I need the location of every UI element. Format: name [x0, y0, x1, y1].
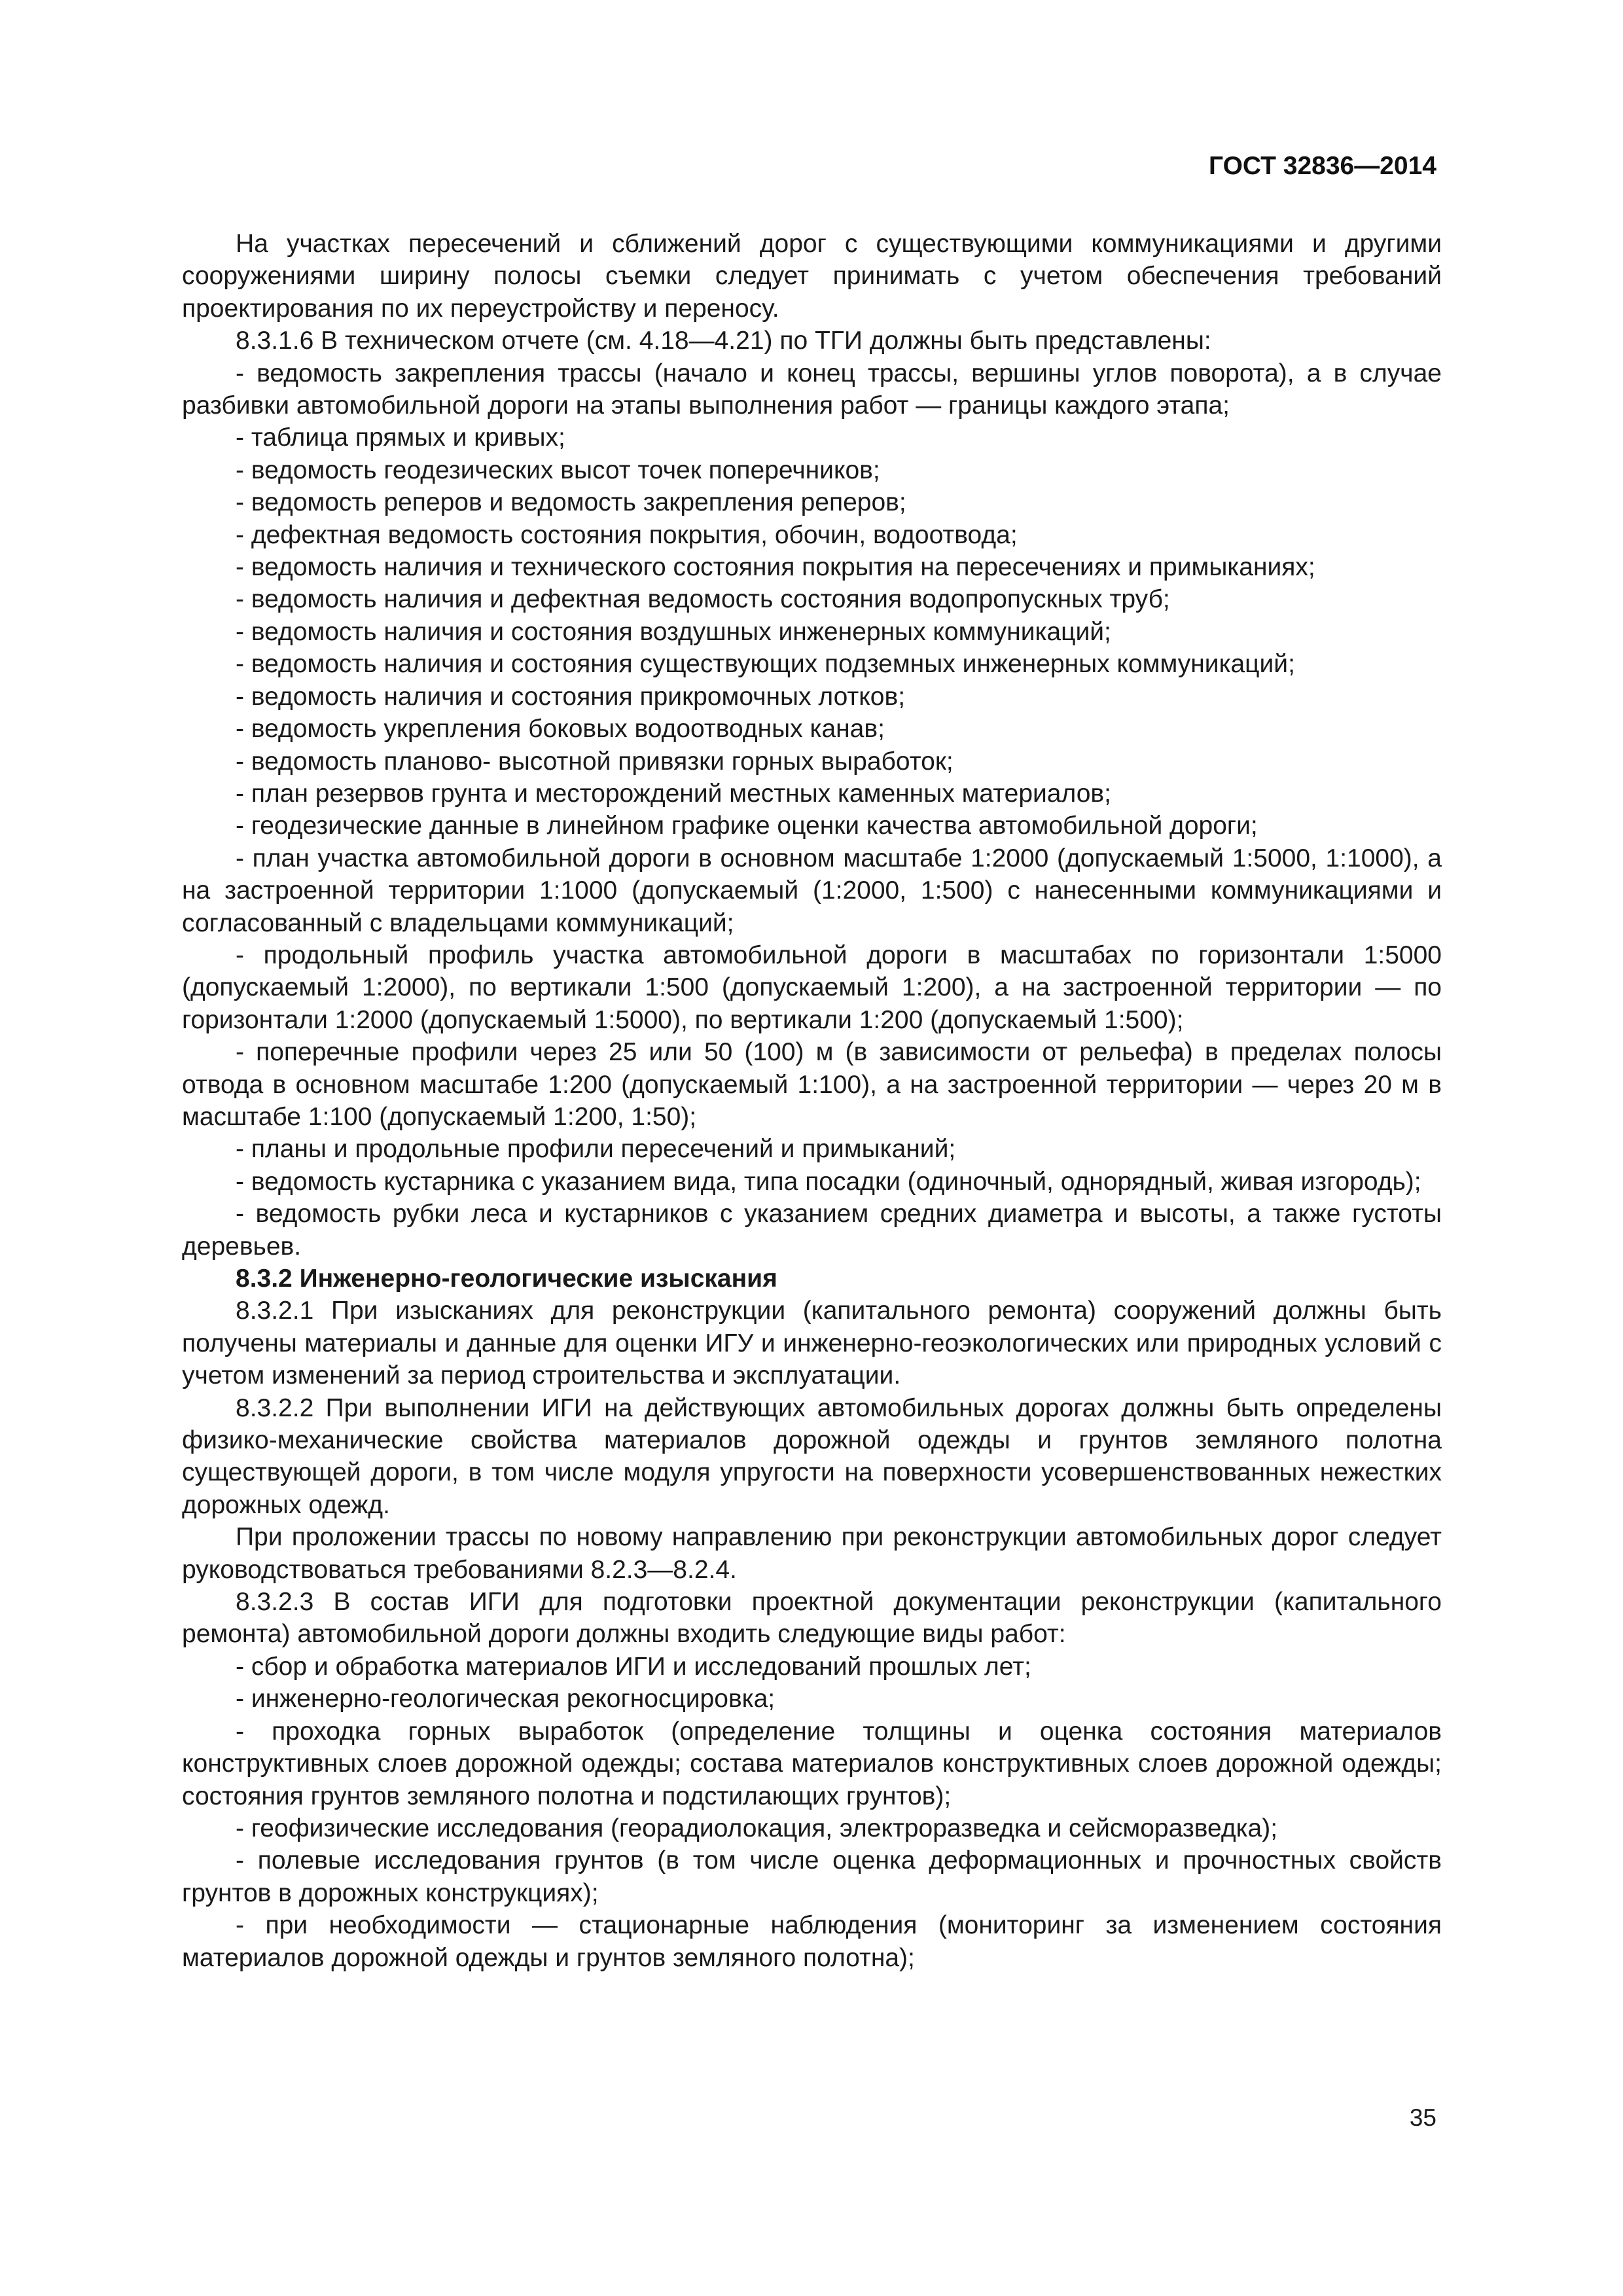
list-item: - ведомость наличия и состояния воздушных инженерных коммуникаций; [236, 617, 1111, 646]
list-item: - дефектная ведомость состояния покрытия, обочин, водоотвода; [236, 520, 1018, 549]
list-item: - ведомость наличия и дефектная ведомость состояния водопропускных труб; [236, 585, 1170, 614]
list-item: - ведомость наличия и состояния прикромочных лотков; [236, 682, 906, 711]
paragraph: 8.3.2.1 При изысканиях для реконструкции (капитального ремонта) сооружений должны быть получены материалы и данные для оценки ИГУ и инженерно-геоэкологических или природных условий с учетом изменений за период строительства и эксплуатации. [182, 1297, 1442, 1390]
document-body [182, 228, 1442, 1974]
list-item: - полевые исследования грунтов (в том числе оценка деформационных и прочностных свойств грунтов в дорожных конструкциях); [182, 1846, 1442, 1907]
list-item: - геофизические исследования (георадиолокация, электроразведка и сейсморазведка); [236, 1814, 1278, 1842]
paragraph: 8.3.2.2 При выполнении ИГИ на действующих автомобильных дорогах должны быть определены физико-механические свойства материалов дорожной одежды и грунтов земляного полотна существующей дороги, в том числе модуля упругости на поверхности усовершенствованных нежестких дорожных одежд. [182, 1393, 1442, 1519]
list-item: - геодезические данные в линейном графике оценки качества автомобильной дороги; [236, 812, 1258, 840]
list-item: - ведомость кустарника с указанием вида, типа посадки (одиночный, однорядный, живая изгородь); [236, 1167, 1421, 1196]
list-item: - продольный профиль участка автомобильной дороги в масштабах по горизонтали 1:5000 (допускаемый 1:2000), по вертикали 1:500 (допускаемый 1:200), а на застроенной территории — по горизонтали 1:2000 (допускаемый 1:5000), по вертикали 1:200 (допускаемый 1:500); [182, 941, 1442, 1034]
list-item: - ведомость наличия и состояния существующих подземных инженерных коммуникаций; [236, 650, 1295, 679]
list-item: - ведомость закрепления трассы (начало и конец трассы, вершины углов поворота), а в случае разбивки автомобильной дороги на этапы выполнения работ — границы каждого этапа; [182, 359, 1442, 420]
list-item: - план резервов грунта и месторождений местных каменных материалов; [236, 779, 1111, 808]
list-item: - план участка автомобильной дороги в основном масштабе 1:2000 (допускаемый 1:5000, 1:1000), а на застроенной территории 1:1000 (допускаемый (1:2000, 1:500) с нанесенными коммуникациями и согласованный с владельцами коммуникаций; [182, 844, 1442, 937]
list-item: - ведомость реперов и ведомость закрепления реперов; [236, 488, 906, 517]
page-number: 35 [1409, 2104, 1436, 2131]
list-item: - ведомость геодезических высот точек поперечников; [236, 456, 880, 484]
list-item: - поперечные профили через 25 или 50 (100) м (в зависимости от рельефа) в пределах полосы отвода в основном масштабе 1:200 (допускаемый 1:100), а на застроенной территории — через 20 м в масштабе 1:100 (допускаемый 1:200, 1:50); [182, 1038, 1442, 1131]
list-item: - инженерно-геологическая рекогносцировка; [236, 1685, 776, 1713]
list-item: - ведомость укрепления боковых водоотводных канав; [236, 715, 885, 744]
section-heading: 8.3.2 Инженерно-геологические изыскания [236, 1265, 777, 1293]
list-item: - планы и продольные профили пересечений и примыканий; [236, 1135, 956, 1164]
paragraph: 8.3.1.6 В техническом отчете (см. 4.18—4.21) по ТГИ должны быть представлены: [236, 327, 1211, 355]
list-item: - таблица прямых и кривых; [236, 423, 565, 452]
list-item: - ведомость рубки леса и кустарников с указанием средних диаметра и высоты, а также густоты деревьев. [182, 1200, 1442, 1261]
list-item: - ведомость наличия и технического состояния покрытия на пересечениях и примыканиях; [236, 553, 1315, 582]
paragraph: При проложении трассы по новому направлению при реконструкции автомобильных дорог следует руководствоваться требованиями 8.2.3—8.2.4. [182, 1523, 1442, 1584]
list-item: - проходка горных выработок (определение толщины и оценка состояния материалов конструктивных слоев дорожной одежды; состава материалов конструктивных слоев дорожной одежды; состояния грунтов земляного полотна и подстилающих грунтов); [182, 1717, 1442, 1810]
paragraph: На участках пересечений и сближений дорог с существующими коммуникациями и другими сооружениями ширину полосы съемки следует принимать с учетом обеспечения требований проектирования по их переустройству и переносу. [182, 230, 1442, 323]
list-item: - при необходимости — стационарные наблюдения (мониторинг за изменением состояния материалов дорожной одежды и грунтов земляного полотна); [182, 1911, 1442, 1972]
paragraph: 8.3.2.3 В состав ИГИ для подготовки проектной документации реконструкции (капитального ремонта) автомобильной дороги должны входить следующие виды работ: [182, 1588, 1442, 1649]
list-item: - сбор и обработка материалов ИГИ и исследований прошлых лет; [236, 1652, 1031, 1681]
document-header: ГОСТ 32836—2014 [1209, 152, 1436, 180]
list-item: - ведомость планово- высотной привязки горных выработок; [236, 747, 954, 776]
